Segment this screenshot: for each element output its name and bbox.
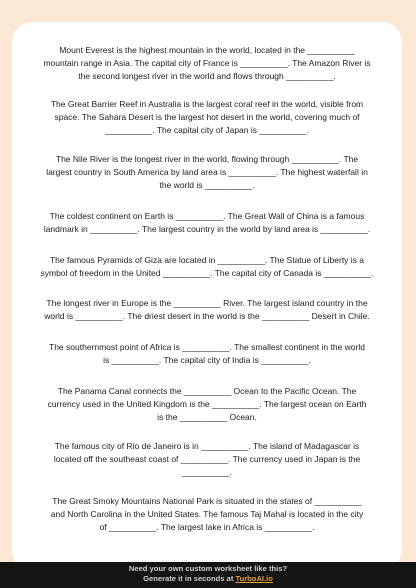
worksheet-paragraph-1: Mount Everest is the highest mountain in the world, located in the __________ mountain range in Asia. The capital city of France is __________. The Amazon River is the second longest river in the world and flows through __________. xyxy=(43,45,371,82)
turboai-link[interactable]: TurboAI.io xyxy=(235,574,273,583)
footer-line-2 xyxy=(0,574,416,584)
footer-line-1: Need your own custom worksheet like this? xyxy=(128,564,288,573)
worksheet-paragraph-7: The southernmost point of Africa is __________. The smallest continent in the world is __________. The capital city of India is __________. xyxy=(49,342,365,366)
worksheet-paragraph-10: The Great Smoky Mountains National Park is situated in the states of __________ and North Carolina in the United States. The famous Taj Mahal is located in the city of __________. The largest lake in Africa is __________. xyxy=(50,496,364,533)
worksheet-paragraph-3: The Nile River is the longest river in the world, flowing through __________. The largest country in South America by land area is __________. The highest waterfall in the world is __________. xyxy=(46,154,368,191)
worksheet-paragraph-5: The famous Pyramids of Giza are located in __________. The Statue of Liberty is a symbol of freedom in the United __________. The capital city of Canada is __________. xyxy=(40,255,374,279)
worksheet-paragraph-2: The Great Barrier Reef in Australia is the largest coral reef in the world, visible from space. The Sahara Desert is the largest hot desert in the world, covering much of __________. The capital city of Japan is __________. xyxy=(50,99,364,136)
worksheet-paragraph-4: The coldest continent on Earth is __________. The Great Wall of China is a famous landmark in __________. The largest country in the world by land area is __________. xyxy=(43,211,371,235)
worksheet-paragraph-6: The longest river in Europe is the __________ River. The largest island country in the world is __________. The driest desert in the world is the __________ Desert in Chile. xyxy=(44,298,370,322)
footer-line-2-prefix: Generate it in seconds at xyxy=(143,574,236,583)
worksheet-paragraph-9: The famous city of Rio de Janeiro is in __________. The island of Madagascar is located off the southeast coast of __________. The currency used in Japan is the __________. xyxy=(53,441,361,478)
promo-footer xyxy=(0,562,416,588)
worksheet-paragraph-8: The Panama Canal connects the __________ Ocean to the Pacific Ocean. The currency used in the United Kingdom is the __________. The largest ocean on Earth is the __________ Ocean. xyxy=(47,386,367,423)
worksheet-card xyxy=(12,22,402,570)
